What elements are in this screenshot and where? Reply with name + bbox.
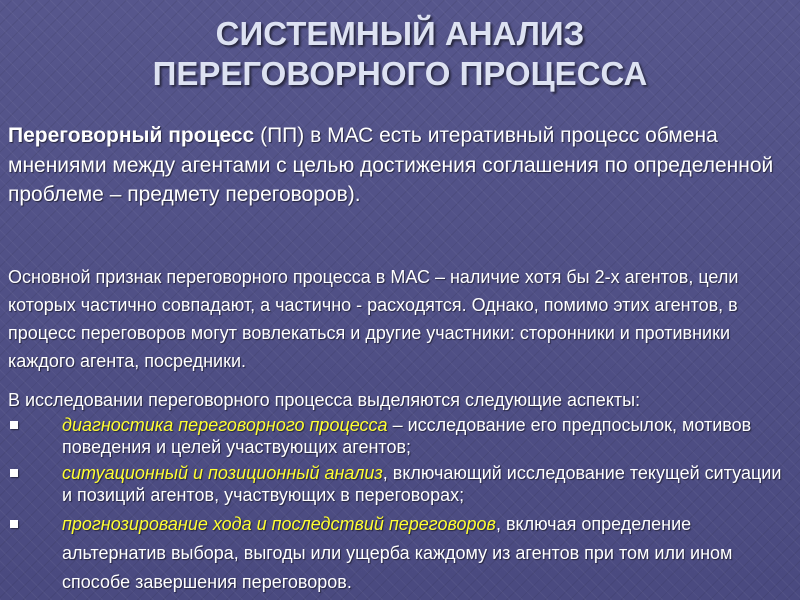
definition-paragraph: [8, 121, 788, 210]
aspects-intro: В исследовании переговорного процесса выделяются следующие аспекты:: [8, 390, 641, 410]
main-feature-paragraph: Основной признак переговорного процесса в МАС – наличие хотя бы 2-х агентов, цели которых частично совпадают, а частично - расходятся. Однако, помимо этих агентов, в процесс переговоров могут вовлекаться и другие участники: сторонники и противники каждого агента, посредники.: [8, 267, 739, 371]
aspect-item-analysis: [0, 462, 782, 506]
aspects-list: [0, 414, 800, 597]
square-bullet-icon: [10, 520, 18, 528]
aspect-text: , включая определение альтернатив выбора, выгоды или ущерба каждому из агентов при том или ином способе завершения переговоров.: [62, 514, 733, 592]
title-line-1: СИСТЕМНЫЙ АНАЛИЗ: [215, 15, 585, 52]
definition-text: (ПП) в МАС есть итеративный процесс обмена мнениями между агентами с целью достижения соглашения по определенной проблеме – предмету переговоров).: [8, 124, 774, 206]
title-line-2: ПЕРЕГОВОРНОГО ПРОЦЕССА: [152, 55, 648, 92]
aspect-highlight: прогнозирование хода и последствий переговоров: [62, 514, 496, 534]
aspect-item-forecasting: [0, 510, 782, 597]
square-bullet-icon: [10, 421, 18, 429]
aspect-item-diagnostics: [0, 414, 782, 458]
aspect-highlight: диагностика переговорного процесса: [62, 415, 388, 435]
slide-title: [0, 14, 800, 94]
aspect-text: – исследование его предпосылок, мотивов поведения и целей участвующих агентов;: [62, 415, 752, 457]
aspect-text: , включающий исследование текущей ситуации и позиций агентов, участвующих в переговорах;: [62, 463, 782, 505]
definition-term: Переговорный процесс: [8, 124, 255, 147]
aspect-highlight: ситуационный и позиционный анализ: [62, 463, 383, 483]
square-bullet-icon: [10, 469, 18, 477]
